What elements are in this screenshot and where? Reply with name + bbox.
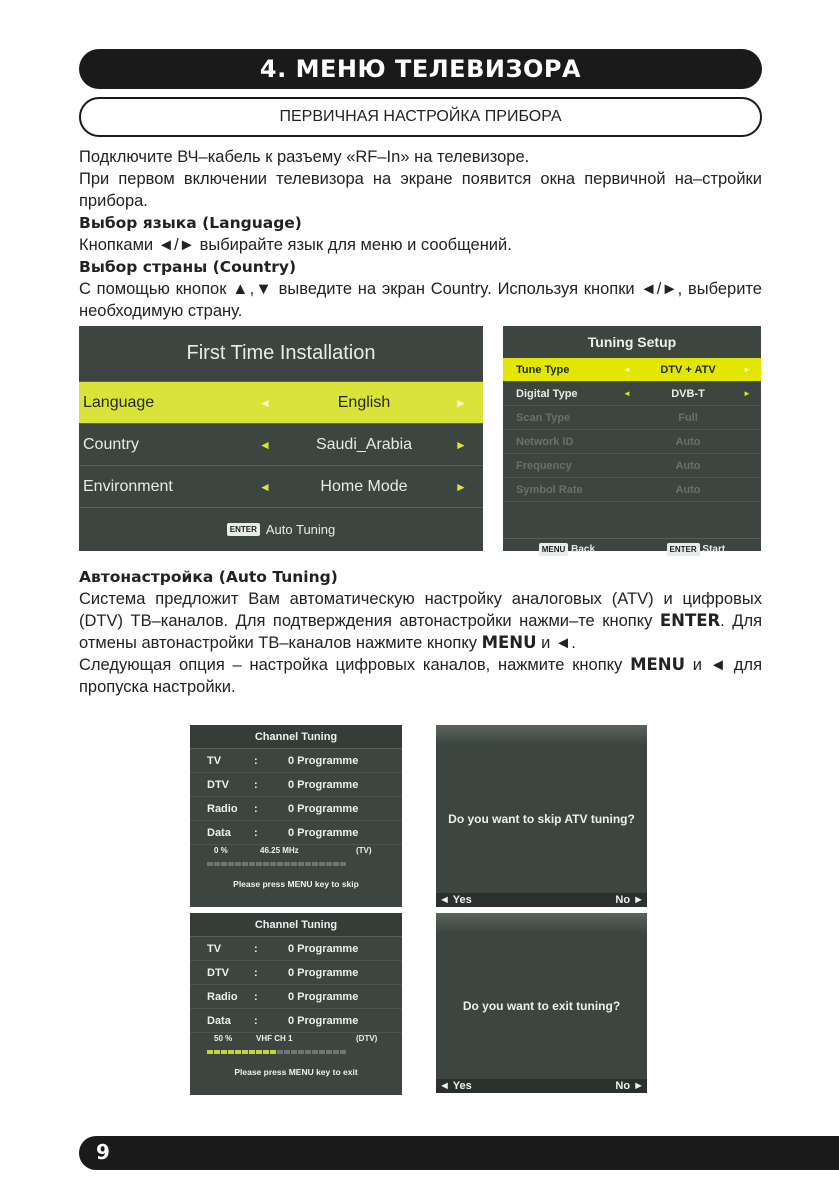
ct-row-sep: : bbox=[254, 778, 258, 791]
ct-row-name: DTV bbox=[207, 966, 229, 979]
section-title: ПЕРВИЧНАЯ НАСТРОЙКА ПРИБОРА bbox=[279, 108, 562, 125]
first-time-installation-screen bbox=[79, 326, 483, 551]
progress-segment bbox=[333, 1050, 339, 1054]
progress-segment bbox=[284, 1050, 290, 1054]
fti-title: First Time Installation bbox=[79, 326, 483, 382]
ct-row-count: 0 Programme bbox=[288, 966, 359, 979]
progress-bar bbox=[190, 859, 402, 871]
ct-row-count: 0 Programme bbox=[288, 990, 359, 1003]
fti-row-country[interactable] bbox=[79, 424, 483, 466]
ts-row-label: Digital Type bbox=[516, 387, 578, 400]
ct-row-radio bbox=[190, 985, 402, 1009]
intro-text bbox=[79, 146, 762, 322]
progress-segment bbox=[340, 1050, 346, 1054]
ct-row-sep: : bbox=[254, 942, 258, 955]
progress-segment bbox=[221, 1050, 227, 1054]
left-arrow-icon[interactable]: ◄ bbox=[259, 437, 271, 452]
fti-row-environment[interactable] bbox=[79, 466, 483, 508]
ts-row-label: Frequency bbox=[516, 459, 572, 472]
ct-row-count: 0 Programme bbox=[288, 754, 359, 767]
ts-row-value: Auto bbox=[675, 435, 701, 448]
menu-key-text: MENU bbox=[481, 633, 537, 652]
fti-row-label: Language bbox=[83, 393, 155, 411]
intro-paragraph-1: Подключите ВЧ–кабель к разъему «RF–In» на телевизоре. bbox=[79, 148, 530, 166]
fti-row-label: Environment bbox=[83, 477, 173, 495]
text-fragment: и ◄. bbox=[536, 634, 576, 652]
back-button[interactable] bbox=[539, 543, 595, 556]
progress-segment bbox=[249, 1050, 255, 1054]
no-button[interactable]: No ► bbox=[615, 1080, 644, 1092]
page-title-banner bbox=[79, 49, 762, 89]
ct-row-sep: : bbox=[254, 802, 258, 815]
skip-atv-dialog bbox=[436, 725, 647, 907]
ct-row-sep: : bbox=[254, 1014, 258, 1027]
ct-title: Channel Tuning bbox=[190, 913, 402, 937]
start-label: Start bbox=[702, 543, 726, 555]
progress-segment bbox=[256, 1050, 262, 1054]
ct-frequency: 46.25 MHz bbox=[260, 846, 299, 855]
channel-tuning-screen-2 bbox=[190, 913, 402, 1095]
right-arrow-icon[interactable]: ► bbox=[743, 365, 751, 374]
progress-segment bbox=[312, 1050, 318, 1054]
channel-tuning-screen-1 bbox=[190, 725, 402, 907]
ct-message: Please press MENU key to skip bbox=[233, 879, 359, 889]
intro-paragraph-2: При первом включении телевизора на экране появится окна первичной на–стройки прибора. bbox=[79, 170, 762, 210]
ct-frequency: VHF CH 1 bbox=[256, 1034, 293, 1043]
ct-row-sep: : bbox=[254, 966, 258, 979]
ct-mode: (TV) bbox=[356, 846, 372, 855]
ct-row-sep: : bbox=[254, 754, 258, 767]
progress-segment bbox=[207, 862, 213, 866]
left-arrow-icon[interactable]: ◄ bbox=[623, 389, 631, 398]
progress-segment bbox=[263, 1050, 269, 1054]
ts-row-digital-type[interactable] bbox=[503, 382, 761, 406]
dialog-footer bbox=[436, 1079, 647, 1093]
fti-row-value: Home Mode bbox=[320, 477, 408, 495]
progress-segment bbox=[242, 1050, 248, 1054]
text-fragment: Следующая опция – настройка цифровых каналов, нажмите кнопку bbox=[79, 656, 631, 674]
progress-segment bbox=[340, 862, 346, 866]
progress-segment bbox=[249, 862, 255, 866]
ct-row-data bbox=[190, 821, 402, 845]
progress-segment bbox=[284, 862, 290, 866]
ct-row-data bbox=[190, 1009, 402, 1033]
yes-button[interactable]: ◄ Yes bbox=[439, 894, 472, 906]
language-heading: Выбор языка (Language) bbox=[79, 214, 302, 232]
fti-row-value: English bbox=[337, 393, 391, 411]
ts-row-frequency bbox=[503, 454, 761, 478]
ct-status-line bbox=[190, 845, 402, 859]
dialog-message: Do you want to exit tuning? bbox=[462, 999, 621, 1013]
ct-mode: (DTV) bbox=[356, 1034, 378, 1043]
ts-row-scan-type bbox=[503, 406, 761, 430]
ct-message: Please press MENU key to exit bbox=[234, 1067, 358, 1077]
auto-tuning-text bbox=[79, 566, 762, 698]
progress-bar bbox=[190, 1047, 402, 1059]
ct-percent: 50 % bbox=[214, 1034, 233, 1043]
ts-row-tune-type[interactable] bbox=[503, 358, 761, 382]
progress-segment bbox=[312, 862, 318, 866]
menu-key-text: MENU bbox=[630, 655, 685, 674]
ct-row-tv bbox=[190, 749, 402, 773]
fti-footer[interactable] bbox=[79, 508, 483, 551]
progress-segment bbox=[298, 862, 304, 866]
ct-row-name: Radio bbox=[207, 802, 238, 815]
enter-key-text: ENTER bbox=[659, 611, 721, 630]
ct-row-name: Data bbox=[207, 826, 231, 839]
progress-segment bbox=[298, 1050, 304, 1054]
progress-segment bbox=[207, 1050, 213, 1054]
ts-row-network-id bbox=[503, 430, 761, 454]
text-fragment: . Для отмены автонастройки ТВ–каналов нажмите кнопку bbox=[79, 612, 763, 652]
progress-segment bbox=[277, 1050, 283, 1054]
progress-segment bbox=[277, 862, 283, 866]
ct-row-radio bbox=[190, 797, 402, 821]
enter-key-icon: ENTER bbox=[227, 523, 260, 536]
progress-segment bbox=[326, 862, 332, 866]
left-arrow-icon[interactable]: ◄ bbox=[623, 365, 631, 374]
back-label: Back bbox=[571, 543, 595, 555]
progress-segment bbox=[291, 862, 297, 866]
ts-row-symbol-rate bbox=[503, 478, 761, 502]
right-arrow-icon[interactable]: ► bbox=[455, 437, 467, 452]
page-number: 9 bbox=[96, 1140, 110, 1164]
ts-row-value: Auto bbox=[675, 483, 701, 496]
progress-segment bbox=[214, 862, 220, 866]
right-arrow-icon[interactable]: ► bbox=[743, 389, 751, 398]
progress-segment bbox=[326, 1050, 332, 1054]
progress-segment bbox=[228, 862, 234, 866]
dialog-top-gradient bbox=[436, 725, 647, 745]
page-title: 4. МЕНЮ ТЕЛЕВИЗОРА bbox=[259, 55, 582, 83]
ct-row-count: 0 Programme bbox=[288, 942, 359, 955]
left-arrow-icon[interactable]: ◄ bbox=[259, 395, 271, 410]
progress-segment bbox=[270, 1050, 276, 1054]
dialog-footer bbox=[436, 893, 647, 907]
country-heading: Выбор страны (Country) bbox=[79, 258, 297, 276]
text-fragment: и ◄ для пропуска настройки. bbox=[79, 656, 762, 696]
no-button[interactable]: No ► bbox=[615, 894, 644, 906]
ct-title: Channel Tuning bbox=[190, 725, 402, 749]
yes-button[interactable]: ◄ Yes bbox=[439, 1080, 472, 1092]
progress-segment bbox=[333, 862, 339, 866]
right-arrow-icon[interactable]: ► bbox=[455, 395, 467, 410]
progress-segment bbox=[235, 1050, 241, 1054]
progress-segment bbox=[291, 1050, 297, 1054]
progress-segment bbox=[305, 1050, 311, 1054]
tuning-setup-screen bbox=[503, 326, 761, 555]
dialog-top-gradient bbox=[436, 913, 647, 933]
ct-row-name: TV bbox=[207, 754, 222, 767]
fti-row-language[interactable] bbox=[79, 382, 483, 424]
ts-row-value: Full bbox=[678, 411, 698, 424]
ts-row-label: Tune Type bbox=[516, 363, 570, 376]
progress-segment bbox=[242, 862, 248, 866]
progress-segment bbox=[263, 862, 269, 866]
ts-row-label: Network ID bbox=[516, 435, 574, 448]
progress-segment bbox=[256, 862, 262, 866]
ct-row-name: TV bbox=[207, 942, 222, 955]
auto-tuning-heading: Автонастройка (Auto Tuning) bbox=[79, 568, 338, 586]
enter-key-icon: ENTER bbox=[667, 543, 700, 556]
ts-spacer bbox=[503, 502, 761, 539]
dialog-message: Do you want to skip ATV tuning? bbox=[448, 812, 635, 826]
language-text: Кнопками ◄/► выбирайте язык для меню и сообщений. bbox=[79, 236, 512, 254]
start-button[interactable] bbox=[667, 543, 726, 556]
right-arrow-icon[interactable]: ► bbox=[455, 479, 467, 494]
ct-row-sep: : bbox=[254, 826, 258, 839]
exit-tuning-dialog bbox=[436, 913, 647, 1093]
ts-row-label: Scan Type bbox=[516, 411, 571, 424]
ct-row-count: 0 Programme bbox=[288, 1014, 359, 1027]
section-title-box bbox=[79, 97, 762, 137]
footer-bar bbox=[79, 1136, 839, 1170]
ts-row-label: Symbol Rate bbox=[516, 483, 583, 496]
ct-row-name: DTV bbox=[207, 778, 229, 791]
menu-key-icon: MENU bbox=[539, 543, 569, 556]
left-arrow-icon[interactable]: ◄ bbox=[259, 479, 271, 494]
progress-segment bbox=[235, 862, 241, 866]
fti-row-value: Saudi_Arabia bbox=[315, 435, 413, 453]
ct-status-line bbox=[190, 1033, 402, 1047]
ct-row-sep: : bbox=[254, 990, 258, 1003]
ct-row-name: Data bbox=[207, 1014, 231, 1027]
progress-segment bbox=[214, 1050, 220, 1054]
progress-segment bbox=[228, 1050, 234, 1054]
progress-segment bbox=[221, 862, 227, 866]
progress-segment bbox=[319, 862, 325, 866]
progress-segment bbox=[319, 1050, 325, 1054]
ct-row-count: 0 Programme bbox=[288, 778, 359, 791]
auto-tuning-label: Auto Tuning bbox=[265, 522, 336, 537]
ct-row-name: Radio bbox=[207, 990, 238, 1003]
ct-row-count: 0 Programme bbox=[288, 826, 359, 839]
ct-row-count: 0 Programme bbox=[288, 802, 359, 815]
ts-footer bbox=[503, 539, 761, 559]
auto-tuning-paragraph-2 bbox=[79, 654, 762, 698]
ts-row-value: DVB-T bbox=[671, 387, 705, 400]
ts-row-value: DTV + ATV bbox=[660, 363, 716, 376]
ts-title: Tuning Setup bbox=[587, 334, 677, 350]
country-text: С помощью кнопок ▲,▼ выведите на экран Country. Используя кнопки ◄/►, выберите необходимую страну. bbox=[79, 280, 762, 320]
ct-row-dtv bbox=[190, 961, 402, 985]
ct-percent: 0 % bbox=[214, 846, 228, 855]
progress-segment bbox=[305, 862, 311, 866]
ts-row-value: Auto bbox=[675, 459, 701, 472]
ct-row-dtv bbox=[190, 773, 402, 797]
fti-row-label: Country bbox=[83, 435, 140, 453]
text-fragment: Система предложит Вам автоматическую настройку аналоговых (ATV) и цифровых (DTV) ТВ–каналов. Для подтверждения автонастройки нажми–те кнопку bbox=[79, 590, 762, 630]
ct-row-tv bbox=[190, 937, 402, 961]
auto-tuning-paragraph-1 bbox=[79, 588, 762, 654]
progress-segment bbox=[270, 862, 276, 866]
